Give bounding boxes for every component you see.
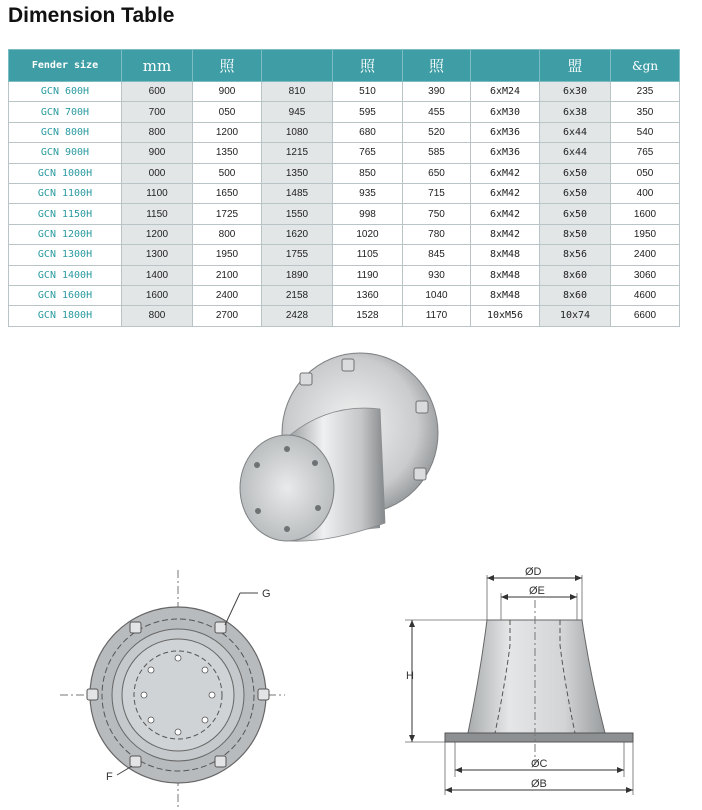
value-cell: 520 [403,122,471,142]
table-row [9,265,680,285]
value-cell: 8xM42 [471,224,540,244]
header-row [9,50,680,82]
fender-size-cell: GCN 900H [9,143,122,163]
value-cell: 6x38 [540,102,611,122]
value-cell: 10x74 [540,306,611,326]
table-row [9,224,680,244]
value-cell: 8x60 [540,285,611,305]
fender-size-cell: GCN 1000H [9,163,122,183]
dimension-table [8,49,680,327]
section-label-d: ØD [525,566,542,578]
value-cell: 050 [611,163,680,183]
table-row [9,285,680,305]
value-cell: 400 [611,183,680,203]
value-cell: 1150 [122,204,193,224]
value-cell: 1200 [122,224,193,244]
value-cell: 000 [122,163,193,183]
value-cell: 750 [403,204,471,224]
value-cell: 6x30 [540,82,611,102]
header-fender-size: Fender size [9,50,122,82]
fender-size-cell: GCN 700H [9,102,122,122]
value-cell: 10xM56 [471,306,540,326]
value-cell: 900 [122,143,193,163]
value-cell: 3060 [611,265,680,285]
value-cell: 715 [403,183,471,203]
header-col-3: 照 [193,50,262,82]
value-cell: 2400 [193,285,262,305]
value-cell: 2100 [193,265,262,285]
fender-size-cell: GCN 1400H [9,265,122,285]
value-cell: 6x50 [540,183,611,203]
value-cell: 6xM30 [471,102,540,122]
value-cell: 6xM24 [471,82,540,102]
value-cell: 850 [333,163,403,183]
value-cell: 2158 [262,285,333,305]
table-row [9,183,680,203]
value-cell: 1485 [262,183,333,203]
value-cell: 2428 [262,306,333,326]
value-cell: 1550 [262,204,333,224]
fender-size-cell: GCN 1200H [9,224,122,244]
value-cell: 455 [403,102,471,122]
value-cell: 1950 [193,245,262,265]
value-cell: 6x44 [540,143,611,163]
value-cell: 1350 [193,143,262,163]
value-cell: 680 [333,122,403,142]
value-cell: 8xM48 [471,245,540,265]
fender-plan-view [60,570,310,810]
value-cell: 1200 [193,122,262,142]
value-cell: 1950 [611,224,680,244]
header-col-8: 盟 [540,50,611,82]
header-mm: mm [122,50,193,82]
value-cell: 810 [262,82,333,102]
header-col-4 [262,50,333,82]
value-cell: 800 [193,224,262,244]
value-cell: 1020 [333,224,403,244]
table-body [9,82,680,327]
value-cell: 540 [611,122,680,142]
value-cell: 350 [611,102,680,122]
value-cell: 800 [122,122,193,142]
table-row [9,245,680,265]
value-cell: 900 [193,82,262,102]
value-cell: 1650 [193,183,262,203]
value-cell: 050 [193,102,262,122]
value-cell: 1528 [333,306,403,326]
value-cell: 595 [333,102,403,122]
fender-size-cell: GCN 1300H [9,245,122,265]
value-cell: 998 [333,204,403,224]
section-label-h: H [406,670,414,682]
fender-size-cell: GCN 1800H [9,306,122,326]
value-cell: 510 [333,82,403,102]
value-cell: 650 [403,163,471,183]
value-cell: 1040 [403,285,471,305]
fender-size-cell: GCN 1600H [9,285,122,305]
value-cell: 6xM36 [471,143,540,163]
header-col-6: 照 [403,50,471,82]
value-cell: 390 [403,82,471,102]
value-cell: 8xM48 [471,265,540,285]
value-cell: 780 [403,224,471,244]
value-cell: 845 [403,245,471,265]
plan-label-f: F [106,771,113,783]
section-label-c: ØC [531,758,548,770]
value-cell: 2400 [611,245,680,265]
value-cell: 6x44 [540,122,611,142]
table-row [9,122,680,142]
fender-size-cell: GCN 600H [9,82,122,102]
header-col-7 [471,50,540,82]
section-label-b: ØB [531,778,547,790]
value-cell: 1600 [122,285,193,305]
table-row [9,163,680,183]
value-cell: 8x56 [540,245,611,265]
fender-size-cell: GCN 800H [9,122,122,142]
value-cell: 8xM48 [471,285,540,305]
value-cell: 1190 [333,265,403,285]
table-row [9,102,680,122]
value-cell: 1360 [333,285,403,305]
header-col-9: &gn [611,50,680,82]
value-cell: 1890 [262,265,333,285]
table-row [9,204,680,224]
value-cell: 2700 [193,306,262,326]
value-cell: 600 [122,82,193,102]
value-cell: 6600 [611,306,680,326]
header-col-5: 照 [333,50,403,82]
section-label-e: ØE [529,585,545,597]
value-cell: 1215 [262,143,333,163]
value-cell: 8x60 [540,265,611,285]
value-cell: 6x50 [540,163,611,183]
value-cell: 8x50 [540,224,611,244]
value-cell: 800 [122,306,193,326]
value-cell: 1600 [611,204,680,224]
value-cell: 6xM42 [471,204,540,224]
fender-size-cell: GCN 1100H [9,183,122,203]
value-cell: 1350 [262,163,333,183]
plan-label-g: G [262,588,271,600]
value-cell: 765 [611,143,680,163]
value-cell: 6xM42 [471,163,540,183]
value-cell: 1620 [262,224,333,244]
value-cell: 500 [193,163,262,183]
value-cell: 700 [122,102,193,122]
value-cell: 1300 [122,245,193,265]
value-cell: 1080 [262,122,333,142]
value-cell: 6xM42 [471,183,540,203]
value-cell: 765 [333,143,403,163]
fender-section-view [395,565,645,805]
fender-3d-render [230,343,445,553]
value-cell: 235 [611,82,680,102]
value-cell: 945 [262,102,333,122]
fender-size-cell: GCN 1150H [9,204,122,224]
table-row [9,82,680,102]
value-cell: 585 [403,143,471,163]
value-cell: 1105 [333,245,403,265]
value-cell: 6x50 [540,204,611,224]
value-cell: 4600 [611,285,680,305]
value-cell: 935 [333,183,403,203]
value-cell: 1100 [122,183,193,203]
value-cell: 930 [403,265,471,285]
page-title: Dimension Table [8,4,175,27]
value-cell: 1400 [122,265,193,285]
table-row [9,306,680,326]
value-cell: 1170 [403,306,471,326]
table-row [9,143,680,163]
value-cell: 6xM36 [471,122,540,142]
value-cell: 1755 [262,245,333,265]
value-cell: 1725 [193,204,262,224]
